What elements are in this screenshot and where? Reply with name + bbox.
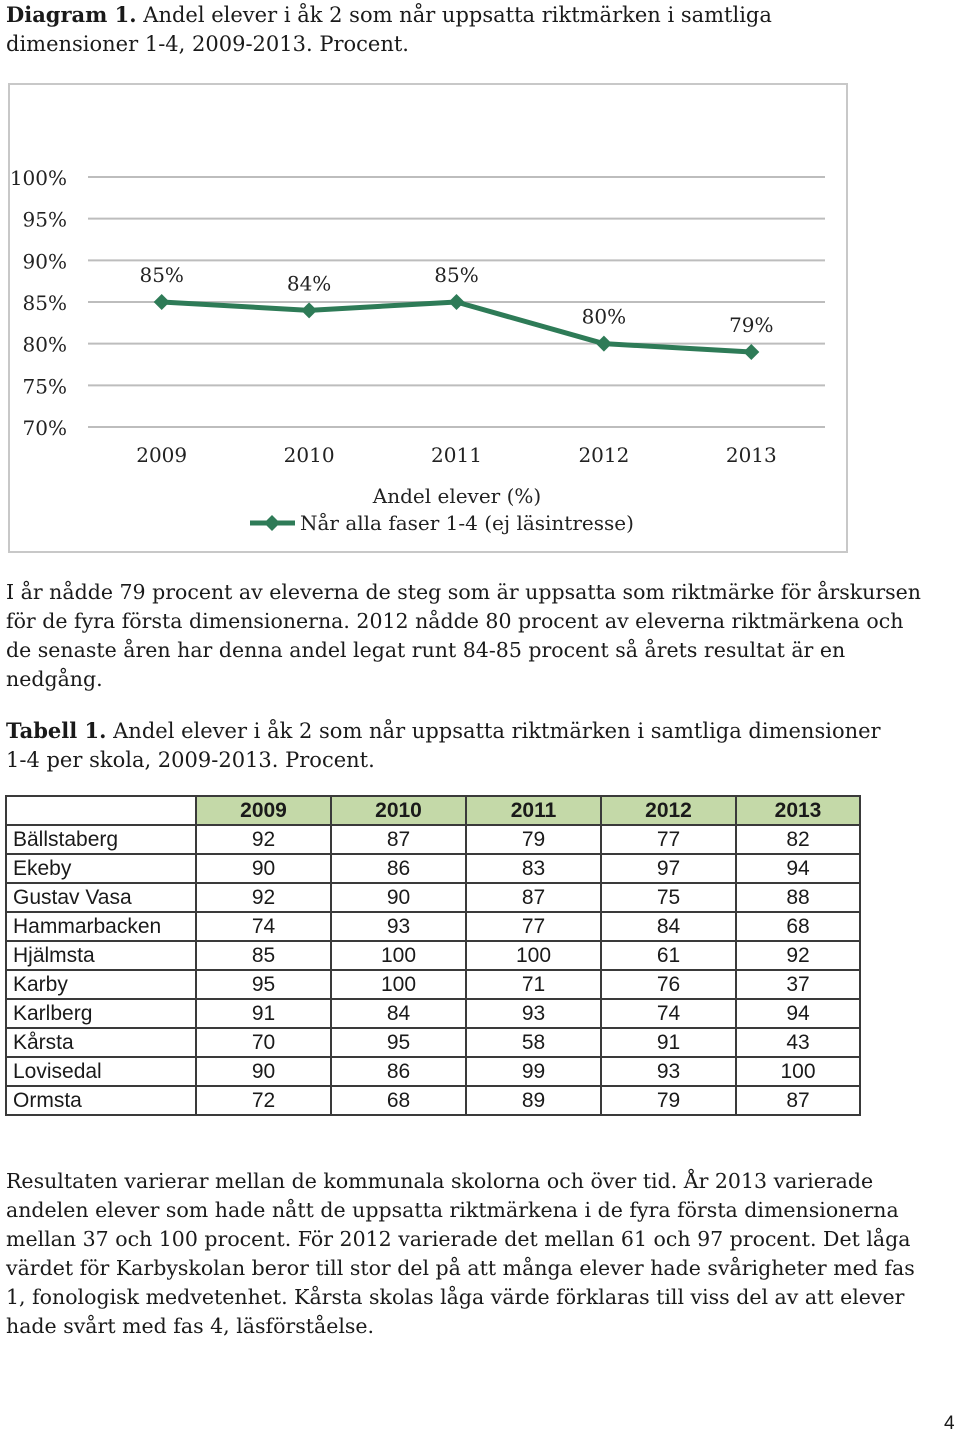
table-header-cell: 2009 xyxy=(196,796,331,825)
value-cell: 97 xyxy=(601,854,736,883)
school-name-cell: Hjälmsta xyxy=(6,941,196,970)
table-caption-text: Andel elever i åk 2 som når uppsatta riktmärken i samtliga dimensioner 1-4 per skola, 2009-2013. Procent. xyxy=(6,719,881,772)
table-caption xyxy=(6,716,906,775)
value-cell: 43 xyxy=(736,1028,860,1057)
value-cell: 79 xyxy=(466,825,601,854)
value-cell: 91 xyxy=(601,1028,736,1057)
value-cell: 72 xyxy=(196,1086,331,1115)
table-row xyxy=(6,912,860,941)
x-tick-label: 2009 xyxy=(136,443,188,467)
value-cell: 61 xyxy=(601,941,736,970)
value-cell: 90 xyxy=(331,883,466,912)
table-header-row xyxy=(6,796,860,825)
value-cell: 92 xyxy=(196,825,331,854)
diagram-caption xyxy=(6,0,906,59)
school-name-cell: Karlberg xyxy=(6,999,196,1028)
value-cell: 100 xyxy=(466,941,601,970)
value-cell: 94 xyxy=(736,854,860,883)
value-cell: 71 xyxy=(466,970,601,999)
value-cell: 84 xyxy=(331,999,466,1028)
value-cell: 89 xyxy=(466,1086,601,1115)
table-row xyxy=(6,1028,860,1057)
table-row xyxy=(6,941,860,970)
x-tick-label: 2012 xyxy=(578,443,630,467)
value-cell: 92 xyxy=(196,883,331,912)
value-cell: 95 xyxy=(196,970,331,999)
data-label: 79% xyxy=(729,313,774,337)
diagram-caption-label: Diagram 1. xyxy=(6,2,137,27)
school-name-cell: Ormsta xyxy=(6,1086,196,1115)
value-cell: 99 xyxy=(466,1057,601,1086)
school-name-cell: Kårsta xyxy=(6,1028,196,1057)
data-point-marker xyxy=(743,344,759,360)
value-cell: 86 xyxy=(331,854,466,883)
y-tick-label: 95% xyxy=(22,207,67,232)
value-cell: 76 xyxy=(601,970,736,999)
value-cell: 86 xyxy=(331,1057,466,1086)
line-chart xyxy=(8,83,848,553)
y-tick-label: 80% xyxy=(22,332,67,357)
school-name-cell: Lovisedal xyxy=(6,1057,196,1086)
value-cell: 100 xyxy=(736,1057,860,1086)
value-cell: 37 xyxy=(736,970,860,999)
value-cell: 58 xyxy=(466,1028,601,1057)
legend-title: Andel elever (%) xyxy=(372,484,542,508)
table-header-cell: 2010 xyxy=(331,796,466,825)
table-header-corner xyxy=(6,796,196,825)
legend-series-name: Når alla faser 1-4 (ej läsintresse) xyxy=(300,511,634,535)
value-cell: 84 xyxy=(601,912,736,941)
data-point-marker xyxy=(154,294,170,310)
value-cell: 77 xyxy=(466,912,601,941)
value-cell: 74 xyxy=(196,912,331,941)
value-cell: 93 xyxy=(331,912,466,941)
school-results-table xyxy=(5,795,861,1116)
table-header-cell: 2013 xyxy=(736,796,860,825)
data-point-marker xyxy=(301,302,317,318)
value-cell: 79 xyxy=(601,1086,736,1115)
data-label: 84% xyxy=(286,271,332,296)
x-tick-label: 2010 xyxy=(283,443,335,467)
value-cell: 100 xyxy=(331,970,466,999)
paragraph-school-variation: Resultaten varierar mellan de kommunala skolorna och över tid. År 2013 varierade andelen elever som hade nått de uppsatta riktmärkena i de fyra första dimensionerna mellan 37 och 100 procent. För 2012 varierade det mellan 61 och 97 procent. Det låga värdet för Karbyskolan beror till stor del på att många elever hade svårigheter med fas 1, fonologisk medvetenhet. Kårsta skolas låga värde förklaras till viss del av att elever hade svårt med fas 4, läsförståelse. xyxy=(6,1169,915,1338)
y-tick-label: 70% xyxy=(22,416,67,440)
data-point-marker xyxy=(449,294,465,310)
value-cell: 70 xyxy=(196,1028,331,1057)
school-name-cell: Karby xyxy=(6,970,196,999)
legend-marker xyxy=(264,515,280,531)
chart-canvas xyxy=(10,85,846,551)
value-cell: 68 xyxy=(331,1086,466,1115)
school-name-cell: Bällstaberg xyxy=(6,825,196,854)
diagram-caption-text: Andel elever i åk 2 som når uppsatta riktmärken i samtliga dimensioner 1-4, 2009-2013. Procent. xyxy=(6,3,772,56)
x-tick-label: 2011 xyxy=(431,443,482,467)
value-cell: 92 xyxy=(736,941,860,970)
value-cell: 83 xyxy=(466,854,601,883)
school-name-cell: Gustav Vasa xyxy=(6,883,196,912)
value-cell: 94 xyxy=(736,999,860,1028)
table-caption-label: Tabell 1. xyxy=(6,718,107,743)
data-label: 85% xyxy=(434,263,479,287)
y-tick-label: 85% xyxy=(22,291,67,315)
value-cell: 87 xyxy=(466,883,601,912)
school-name-cell: Ekeby xyxy=(6,854,196,883)
data-label: 85% xyxy=(139,263,184,287)
data-label: 80% xyxy=(581,304,627,329)
value-cell: 93 xyxy=(466,999,601,1028)
table-row xyxy=(6,999,860,1028)
value-cell: 87 xyxy=(331,825,466,854)
table-row xyxy=(6,1086,860,1115)
value-cell: 68 xyxy=(736,912,860,941)
value-cell: 90 xyxy=(196,1057,331,1086)
paragraph-results-summary: I år nådde 79 procent av eleverna de steg som är uppsatta som riktmärke för årskursen för de fyra första dimensionerna. 2012 nådde 80 procent av eleverna riktmärkena och de senaste åren har denna andel legat runt 84-85 procent så årets resultat är en nedgång. xyxy=(6,580,921,691)
page-number: 4 xyxy=(944,1413,955,1434)
value-cell: 88 xyxy=(736,883,860,912)
table-header-cell: 2011 xyxy=(466,796,601,825)
value-cell: 74 xyxy=(601,999,736,1028)
table-row xyxy=(6,1057,860,1086)
data-point-marker xyxy=(596,336,612,352)
value-cell: 87 xyxy=(736,1086,860,1115)
table-row xyxy=(6,883,860,912)
table-row xyxy=(6,970,860,999)
y-tick-label: 75% xyxy=(22,374,67,399)
value-cell: 91 xyxy=(196,999,331,1028)
value-cell: 95 xyxy=(331,1028,466,1057)
value-cell: 93 xyxy=(601,1057,736,1086)
table-row xyxy=(6,854,860,883)
value-cell: 85 xyxy=(196,941,331,970)
table-row xyxy=(6,825,860,854)
value-cell: 82 xyxy=(736,825,860,854)
y-tick-label: 90% xyxy=(22,249,67,274)
table-header-cell: 2012 xyxy=(601,796,736,825)
y-tick-label: 100% xyxy=(10,166,67,190)
value-cell: 75 xyxy=(601,883,736,912)
x-tick-label: 2013 xyxy=(725,443,777,467)
value-cell: 77 xyxy=(601,825,736,854)
value-cell: 90 xyxy=(196,854,331,883)
value-cell: 100 xyxy=(331,941,466,970)
school-name-cell: Hammarbacken xyxy=(6,912,196,941)
